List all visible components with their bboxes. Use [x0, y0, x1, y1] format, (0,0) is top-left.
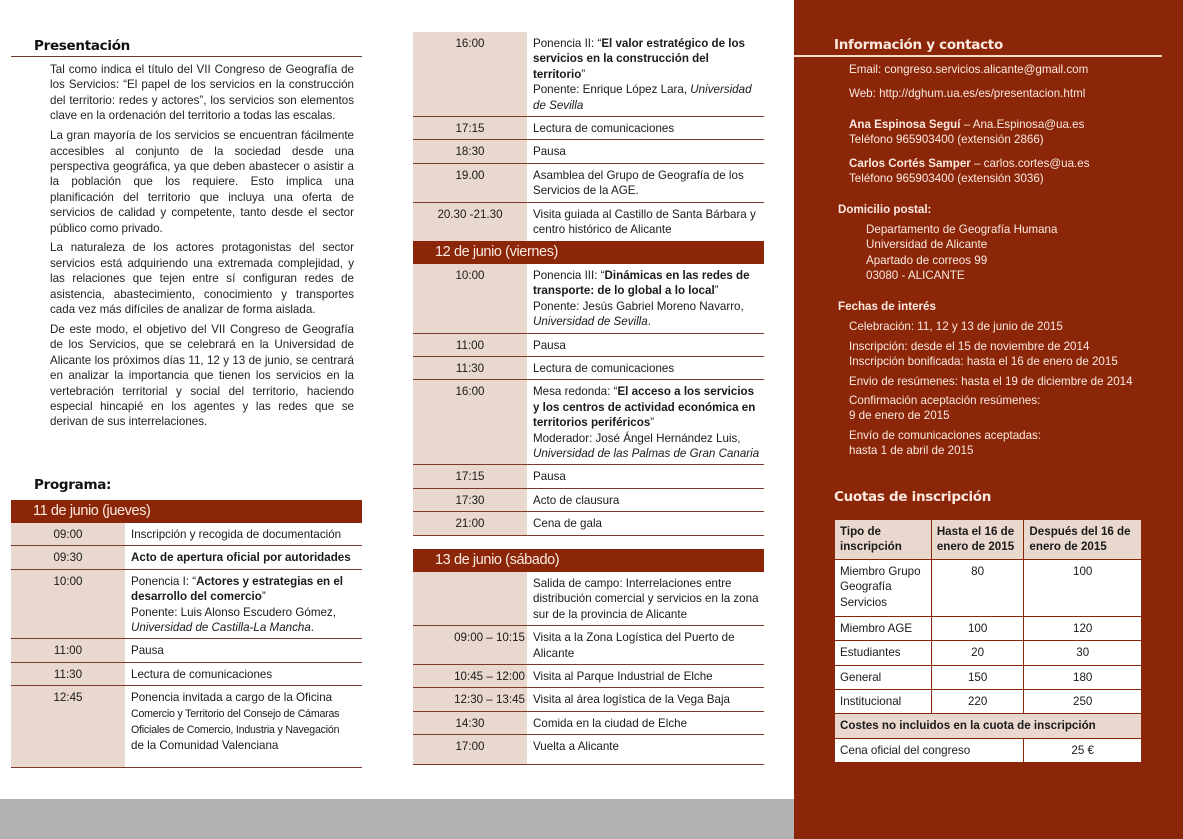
cell-early: 150 — [931, 665, 1024, 689]
time: 18:30 — [413, 140, 527, 162]
time: 12:45 — [11, 686, 125, 767]
speaker: Ponente: Luis Alonso Escudero Gómez, — [131, 605, 336, 619]
schedule-row — [413, 203, 764, 243]
speaker: Ponente: Jesús Gabriel Moreno Navarro, — [533, 299, 744, 313]
person-email[interactable]: – Ana.Espinosa@ua.es — [960, 118, 1085, 131]
programa-heading: Programa: — [34, 477, 112, 493]
schedule-row — [413, 626, 764, 665]
activity — [125, 570, 362, 639]
date-item — [849, 428, 1041, 459]
date-item — [849, 339, 1118, 370]
schedule-day-2 — [413, 241, 764, 536]
text: Ponencia I: “ — [131, 574, 197, 588]
text: Ponencia III: “ — [533, 269, 605, 282]
text: ” — [581, 67, 586, 81]
contact-person — [849, 156, 1090, 187]
activity: Pausa — [533, 338, 566, 352]
time: 09:00 – 10:15 — [413, 626, 527, 664]
activity: Cena de gala — [533, 517, 602, 531]
activity — [527, 32, 764, 116]
table-header-row — [835, 520, 1142, 560]
subheader: Costes no incluidos en la cuota de inscripción — [835, 714, 1142, 738]
presentacion-heading: Presentación — [34, 38, 130, 54]
text: . — [310, 621, 315, 635]
time: 17:30 — [413, 489, 527, 511]
table-row — [835, 616, 1142, 640]
cell-late: 120 — [1024, 616, 1142, 640]
fees-table — [834, 519, 1142, 763]
time: 10:00 — [413, 264, 527, 333]
schedule-row — [413, 688, 764, 711]
table-row — [835, 559, 1142, 616]
paragraph: La gran mayoría de los servicios se encuentran fácilmente accesibles al conjunto de la sociedad desde una perspectiva geográfica, ya que deben abastecer o asistir a la población que los requiere. Esto implica una planificación del territorio que incluya una oferta de servicios de calidad y competente, tanto desde el sector público como privado. — [50, 129, 354, 235]
text: Comercio y Territorio del Consejo de Cámaras Oficiales de Comercio, Industria y Navegación — [131, 707, 340, 737]
text: de la Comunidad Valenciana — [131, 739, 279, 753]
activity: Inscripción y recogida de documentación — [131, 528, 342, 541]
postal-label: Domicilio postal: — [838, 203, 932, 216]
affiliation: Universidad de Sevilla — [533, 83, 752, 112]
text: Ponencia II: “ — [533, 37, 602, 50]
cuotas-heading: Cuotas de inscripción — [834, 489, 992, 505]
activity: Comida en la ciudad de Elche — [533, 716, 688, 730]
schedule-row — [413, 665, 764, 688]
affiliation: Universidad de Sevilla — [533, 315, 648, 329]
cell-late: 180 — [1024, 665, 1142, 689]
column-presentacion — [11, 0, 362, 800]
column-header: Después del 16 de enero de 2015 — [1024, 520, 1142, 560]
cell-early: 100 — [931, 616, 1024, 640]
time — [413, 572, 527, 625]
schedule-row — [413, 264, 764, 334]
schedule-row — [413, 735, 764, 765]
contacto-heading: Información y contacto — [834, 37, 1003, 53]
time: 17:15 — [413, 465, 527, 487]
activity: Visita al área logística de la Vega Baja — [533, 693, 731, 707]
text: ” — [714, 284, 719, 298]
schedule-row — [11, 663, 362, 686]
schedule-row — [413, 117, 764, 140]
divider — [11, 56, 362, 57]
activity — [125, 686, 362, 767]
schedule-day-1 — [11, 500, 362, 768]
schedule-row — [413, 489, 764, 512]
talk-title: El valor estratégico de los servicios en la construcción del territorio — [533, 37, 746, 81]
cell-early: 220 — [931, 690, 1024, 714]
activity: Pausa — [533, 145, 566, 159]
affiliation: Universidad de las Palmas de Gran Canaria — [533, 447, 760, 461]
time: 09:30 — [11, 546, 125, 568]
activity — [527, 380, 764, 464]
text: Mesa redonda: “ — [533, 385, 618, 399]
schedule-row — [413, 465, 764, 488]
activity: Vuelta a Alicante — [533, 740, 619, 754]
presentacion-body — [50, 62, 354, 434]
talk-title: Dinámicas en las redes de transporte: de lo global a lo local — [533, 269, 750, 298]
time: 09:00 — [11, 523, 125, 545]
time: 16:00 — [413, 380, 527, 464]
address-line: Universidad de Alicante — [866, 238, 988, 252]
table-row — [835, 641, 1142, 665]
schedule-row — [413, 712, 764, 735]
day-header: 12 de junio (viernes) — [413, 241, 764, 264]
postal-address — [866, 222, 1057, 284]
day-header: 13 de junio (sábado) — [413, 549, 764, 572]
text: ” — [261, 590, 266, 604]
time: 11:00 — [413, 334, 527, 356]
time: 17:15 — [413, 117, 527, 139]
table-row — [835, 690, 1142, 714]
table-subheader-row — [835, 714, 1142, 738]
divider — [794, 55, 1162, 57]
paragraph: Tal como indica el título del VII Congreso de Geografía de los Servicios: “El papel de los servicios en la construcción del territorio: redes y actores”, los servicios son elementos clave en la ordenación del territorio a todas las escalas. — [50, 63, 354, 123]
date-item: Envio de resúmenes: hasta el 19 de diciembre de 2014 — [849, 375, 1133, 388]
schedule-row — [413, 334, 764, 357]
activity: Visita al Parque Industrial de Elche — [533, 670, 713, 684]
person-name: Ana Espinosa Seguí — [849, 118, 961, 131]
cell-type: Estudiantes — [835, 641, 932, 665]
date-line: Inscripción: desde el 15 de noviembre de 2014 — [849, 340, 1090, 353]
activity: Pausa — [131, 644, 164, 658]
schedule-row — [11, 639, 362, 662]
time: 17:00 — [413, 735, 527, 764]
info-panel — [794, 0, 1183, 839]
schedule-row — [413, 357, 764, 380]
schedule-row — [11, 546, 362, 569]
cell-late: 250 — [1024, 690, 1142, 714]
activity: Asamblea del Grupo de Geografía de los Servicios de la AGE. — [533, 168, 744, 198]
date-line: Confirmación aceptación resúmenes: — [849, 394, 1041, 407]
affiliation: Universidad de Castilla-La Mancha — [131, 621, 311, 635]
date-item — [849, 393, 1040, 424]
schedule-day-1-continued — [413, 32, 764, 243]
activity: Lectura de comunicaciones — [131, 667, 273, 681]
speaker: Ponente: Enrique López Lara, — [533, 83, 688, 97]
time: 11:00 — [11, 639, 125, 661]
cell-late: 30 — [1024, 641, 1142, 665]
contact-web[interactable]: Web: http://dghum.ua.es/es/presentacion.html — [849, 87, 1086, 100]
activity: Salida de campo: Interrelaciones entre distribución comercial y servicios en la zona sur de la provincia de Alicante — [533, 577, 759, 621]
time: 20.30 -21.30 — [413, 203, 527, 242]
person-email[interactable]: – carlos.cortes@ua.es — [970, 157, 1090, 170]
activity-bold: Acto de apertura oficial por autoridades — [131, 551, 351, 565]
table-row — [835, 665, 1142, 689]
time: 11:30 — [11, 663, 125, 685]
talk-title: El acceso a los servicios y los centros de actividad económica en territorios periféricos — [533, 385, 756, 430]
page-footer-band — [0, 799, 794, 839]
paragraph: La naturaleza de los actores protagonistas del sector servicios está adquiriendo una extremada complejidad, y las relaciones que tejen entre sí configuran redes de asistencia, abastecimiento, conocimiento y transportes cada vez más difíciles de analizar de forma aislada. — [50, 241, 354, 317]
cell-early: 20 — [931, 641, 1024, 665]
time: 10:45 – 12:00 — [413, 665, 527, 687]
activity — [527, 264, 764, 333]
person-name: Carlos Cortés Samper — [849, 157, 971, 170]
schedule-row — [413, 164, 764, 203]
schedule-day-3 — [413, 549, 764, 765]
schedule-row — [11, 686, 362, 768]
cell-type: General — [835, 665, 932, 689]
schedule-row — [413, 32, 764, 117]
paragraph: De este modo, el objetivo del VII Congreso de Geografía de los Servicios, que se celebrará en la Universidad de Alicante los próximos días 11, 12 y 13 de junio, se centrará en analizar la importancia que tienen los servicios en la vertebración territorial y social del territorio, haciendo especial hincapié en los agentes y las redes que se derivan de sus interrelaciones. — [50, 323, 354, 429]
address-line: Apartado de correos 99 — [866, 253, 988, 267]
address-line: Departamento de Geografía Humana — [866, 223, 1058, 236]
column-header: Tipo de inscripción — [835, 520, 932, 560]
time: 11:30 — [413, 357, 527, 379]
text: . — [647, 315, 651, 329]
cell-type: Miembro AGE — [835, 616, 932, 640]
date-item: Celebración: 11, 12 y 13 de junio de 2015 — [849, 320, 1063, 333]
dates-label: Fechas de interés — [838, 300, 936, 313]
date-line: 9 de enero de 2015 — [849, 409, 950, 423]
talk-title: Actores y estrategias en el desarrollo del comercio — [131, 574, 344, 604]
activity: Acto de clausura — [533, 493, 620, 507]
date-line: hasta 1 de abril de 2015 — [849, 444, 974, 458]
cell-late: 100 — [1024, 559, 1142, 616]
time: 10:00 — [11, 570, 125, 639]
time: 14:30 — [413, 712, 527, 734]
date-line: Inscripción bonificada: hasta el 16 de enero de 2015 — [849, 355, 1118, 369]
date-line: Envío de comunicaciones aceptadas: — [849, 429, 1042, 442]
schedule-row — [413, 140, 764, 163]
activity — [125, 546, 362, 568]
text: Ponencia invitada a cargo de la Oficina — [131, 691, 333, 705]
schedule-row — [11, 570, 362, 640]
time: 16:00 — [413, 32, 527, 116]
activity: Pausa — [533, 470, 566, 484]
activity: Visita guiada al Castillo de Santa Bárbara y centro histórico de Alicante — [533, 207, 756, 237]
time: 12:30 – 13:45 — [413, 688, 527, 710]
text: ” — [650, 416, 655, 430]
cell-type: Miembro Grupo Geografía Servicios — [835, 559, 932, 616]
time: 21:00 — [413, 512, 527, 534]
schedule-row — [413, 380, 764, 465]
cell-early: 80 — [931, 559, 1024, 616]
activity: Lectura de comunicaciones — [533, 122, 675, 136]
time: 19.00 — [413, 164, 527, 202]
schedule-row — [413, 572, 764, 626]
cell-item: Cena oficial del congreso — [835, 738, 1024, 762]
address-line: 03080 - ALICANTE — [866, 269, 965, 283]
contact-person — [849, 117, 1084, 148]
contact-email[interactable]: Email: congreso.servicios.alicante@gmail.com — [849, 63, 1089, 76]
activity: Visita a la Zona Logística del Puerto de Alicante — [533, 631, 735, 660]
activity: Lectura de comunicaciones — [533, 362, 675, 376]
speaker: Moderador: José Ángel Hernández Luis, — [533, 431, 741, 445]
table-row — [835, 738, 1142, 762]
column-header: Hasta el 16 de enero de 2015 — [931, 520, 1024, 560]
person-phone: Teléfono 965903400 (extensión 3036) — [849, 172, 1044, 186]
day-header: 11 de junio (jueves) — [11, 500, 362, 523]
schedule-row — [413, 512, 764, 535]
cell-type: Institucional — [835, 690, 932, 714]
person-phone: Teléfono 965903400 (extensión 2866) — [849, 133, 1044, 147]
cell-price: 25 € — [1024, 738, 1142, 762]
schedule-row — [11, 523, 362, 546]
